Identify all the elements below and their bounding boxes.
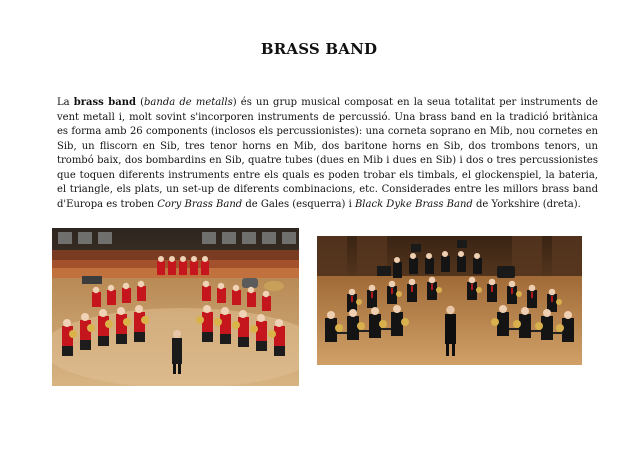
- page-title: BRASS BAND: [260, 40, 378, 58]
- cory-band-photo: [52, 228, 299, 386]
- text-run: de Yorkshire (dreta).: [472, 198, 581, 210]
- black-dyke-band-illustration: [317, 236, 582, 365]
- body-paragraph: [57, 96, 598, 212]
- text-run: de Gales (esquerra) i: [242, 198, 355, 210]
- text-run: (: [135, 97, 145, 108]
- black-dyke-band-photo: [317, 236, 582, 365]
- band-name-black-dyke: Black Dyke Brass Band: [354, 198, 473, 210]
- band-name-cory: Cory Brass Band: [157, 198, 243, 210]
- cory-band-illustration: [52, 228, 299, 386]
- text-run: ) és un grup musical composat en la seua totalitat per instruments de vent metall i, molt sovint s'incorporen instruments de percussió. Una brass band en la tradició britànica es forma amb 26 components (inclosos els percussionistes): una corneta soprano en Mib, nou cornetes en Sib, un fliscorn en Sib, tres tenor horns en Mib, dos baritone horns en Sib, dos trombons tenors, un trombó baix, dos bombardins en Sib, quatre tubes (dues en Mib i dues en Sib) i dos o tres percussionistes que toquen diferents instruments entre els quals es poden trobar els timbals, el glockenspiel, la bateria, el triangle, els plats, un set-up de diferents combinacions, etc. Considerades entre les millors brass band d'Europa es troben: [57, 97, 598, 210]
- term-bold: brass band: [73, 97, 136, 108]
- alt-term-italic: banda de metalls: [144, 97, 233, 108]
- text-run: La: [57, 97, 74, 108]
